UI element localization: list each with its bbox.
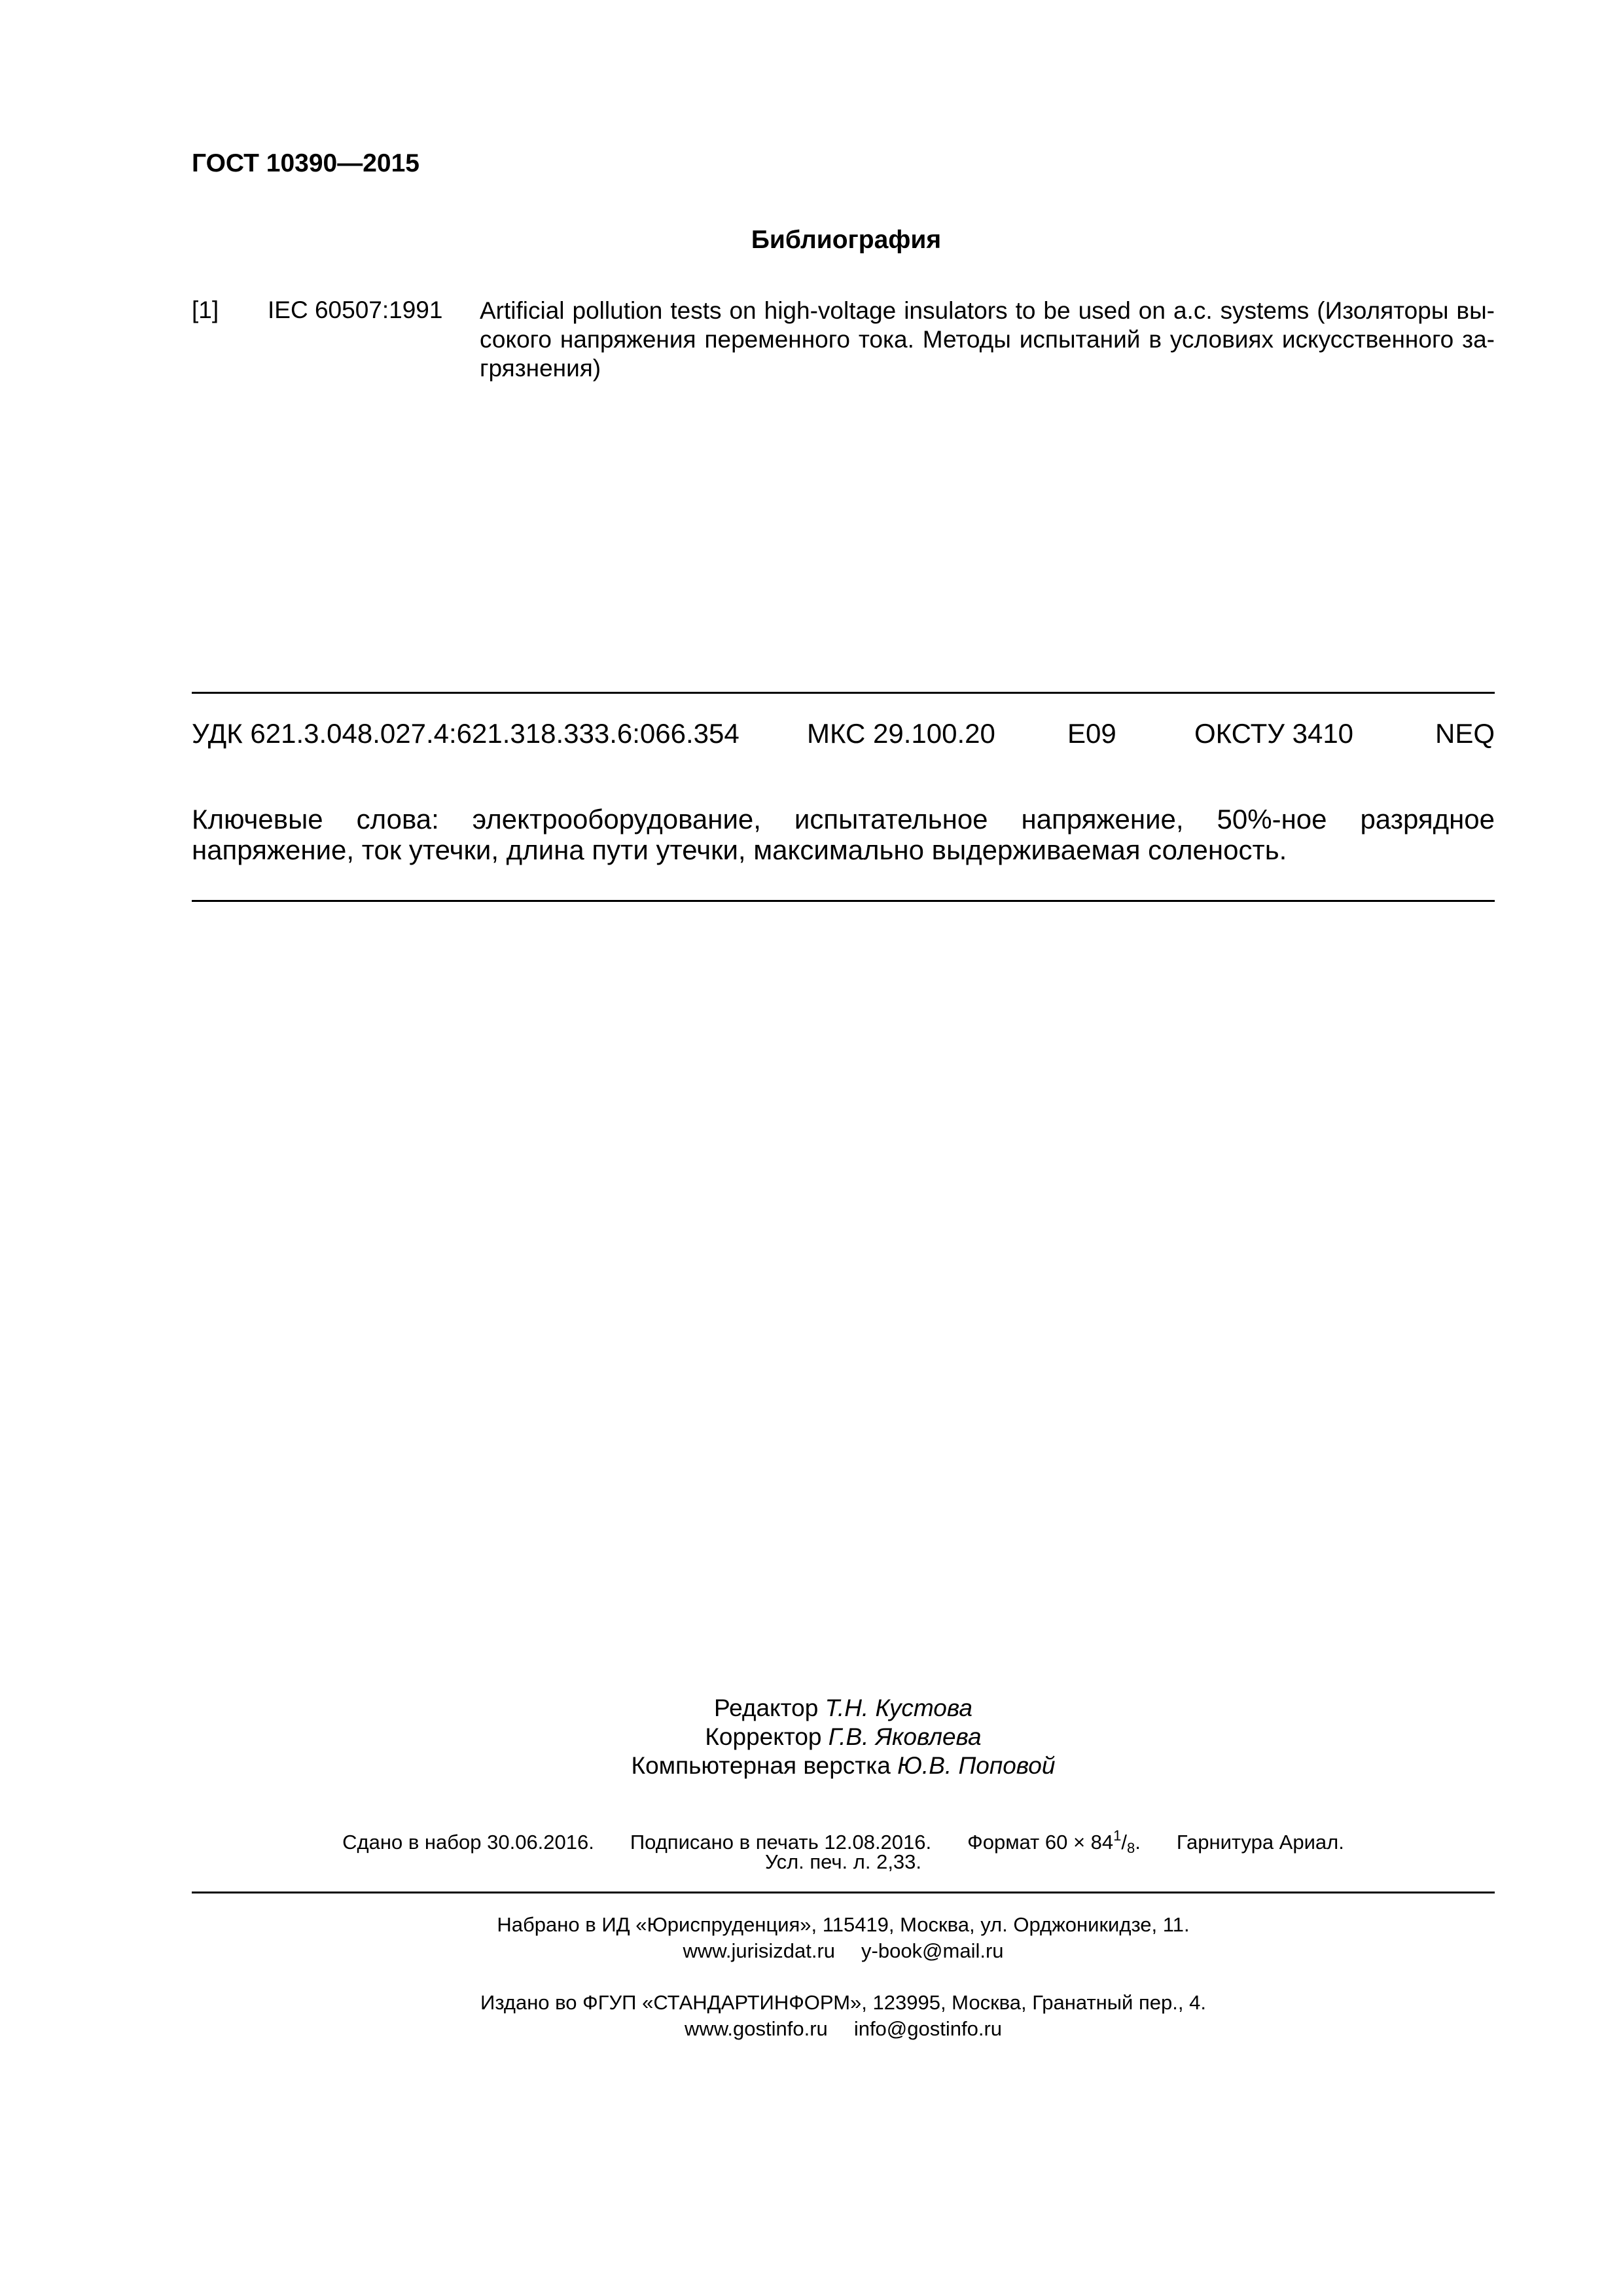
layout-label: Компьютерная верстка bbox=[631, 1752, 891, 1779]
corrector-name: Г.В. Яковлева bbox=[828, 1723, 982, 1750]
typeface: Гарнитура Ариал. bbox=[1176, 1831, 1344, 1854]
classification-row bbox=[192, 718, 1495, 751]
reference-description: Artificial pollution tests on high-voltage insulators to be used on a.c. systems (Изоляторы высокого напряжения переменного тока. Методы испытаний в условиях искусственного загрязнения) bbox=[480, 297, 1495, 382]
editor-label: Редактор bbox=[714, 1695, 819, 1721]
paper-format: Формат $60 \times 84^1/_8$. bbox=[967, 1827, 1141, 1856]
typeset-contacts bbox=[192, 1939, 1495, 1964]
submitted-date: Сдано в набор 30.06.2016. bbox=[342, 1831, 594, 1854]
credit-editor bbox=[192, 1694, 1495, 1723]
typeset-website[interactable]: www.jurisizdat.ru bbox=[683, 1939, 836, 1962]
editor-name: Т.Н. Кустова bbox=[825, 1695, 972, 1721]
typeset-email[interactable]: y-book@mail.ru bbox=[861, 1939, 1004, 1962]
udk-code: УДК 621.3.048.027.4:621.318.333.6:066.354 bbox=[192, 718, 740, 749]
category-code: E09 bbox=[1067, 718, 1116, 749]
published-info: Издано во ФГУП «СТАНДАРТИНФОРМ», 123995, Москва, Гранатный пер., 4. bbox=[480, 1991, 1206, 2014]
mks-code: МКС 29.100.20 bbox=[807, 718, 995, 749]
published-website[interactable]: www.gostinfo.ru bbox=[684, 2017, 828, 2040]
credit-corrector bbox=[192, 1723, 1495, 1751]
bibliography-title: Библиография bbox=[751, 226, 942, 254]
divider-middle bbox=[192, 900, 1495, 902]
credit-layout bbox=[192, 1751, 1495, 1780]
standard-designation: ГОСТ 10390—2015 bbox=[192, 149, 419, 177]
corrector-label: Корректор bbox=[705, 1723, 822, 1750]
published-contacts bbox=[192, 2017, 1495, 2041]
okstu-code: ОКСТУ 3410 bbox=[1194, 718, 1354, 749]
keywords: Ключевые слова: электрооборудование, испытательное напряжение, 50%-ное разрядное напряжение, ток утечки, длина пути утечки, максимально выдерживаемая соленость. bbox=[192, 804, 1495, 865]
published-email[interactable]: info@gostinfo.ru bbox=[853, 2017, 1003, 2040]
signed-date: Подписано в печать 12.08.2016. bbox=[630, 1831, 932, 1854]
divider-top bbox=[192, 692, 1495, 694]
divider-bottom bbox=[192, 1892, 1495, 1893]
printed-sheets: Усл. печ. л. 2,33. bbox=[764, 1850, 922, 1873]
typeset-info: Набрано в ИД «Юриспруденция», 115419, Москва, ул. Орджоникидзе, 11. bbox=[497, 1913, 1190, 1936]
layout-name: Ю.В. Поповой bbox=[897, 1752, 1056, 1779]
reference-number: [1] bbox=[192, 296, 219, 323]
reference-code: IEC 60507:1991 bbox=[268, 296, 443, 323]
equivalence-code: NEQ bbox=[1435, 718, 1495, 749]
